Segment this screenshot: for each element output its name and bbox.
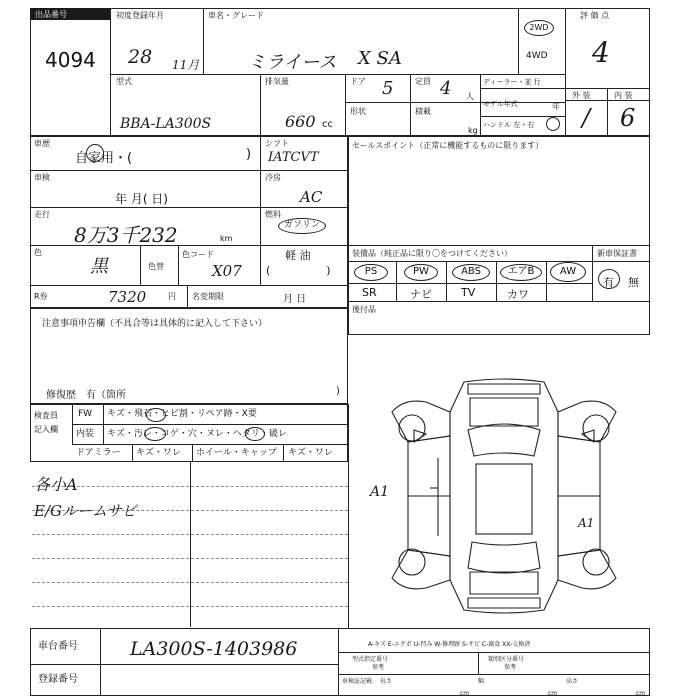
interior-wet-circle (245, 427, 265, 441)
history-label: 車歴 (34, 139, 50, 148)
inspection-value: 年 月( 日) (115, 192, 168, 206)
footer-block (30, 628, 650, 696)
note-line-1 (32, 486, 348, 487)
note-1: 各小A (34, 475, 78, 494)
class-sub: 参考 (504, 664, 517, 671)
color-col (140, 245, 141, 285)
recycle: 7320 (108, 288, 147, 306)
equip-pw: PW (404, 264, 438, 281)
recycle-unit: 円 (168, 292, 176, 301)
reg-divider (203, 8, 204, 74)
disp-divider (345, 74, 346, 136)
inspector-mirror: ドアミラー (76, 448, 121, 458)
aftermarket-label: 後付品 (352, 305, 376, 314)
handle-label: ハンドル 左・右 (483, 121, 535, 129)
mileage-unit: km (220, 234, 233, 243)
insurance-label: 新車保証書 (597, 249, 637, 258)
model-year-label: モデル年式 (483, 100, 518, 108)
cap-split (480, 74, 481, 136)
lot-number: 4094 (45, 48, 96, 72)
chassis-number: LA300S-1403986 (130, 638, 298, 660)
exterior-label: 外 装 (572, 91, 591, 100)
equip-ps: PS (354, 264, 388, 281)
insp-b1 (132, 444, 133, 462)
shape-label: 形状 (350, 107, 366, 116)
footer-right-row1 (338, 652, 650, 653)
equip-navi: ナビ (410, 288, 432, 301)
repair-label: 修復歴 有（箇所 (46, 390, 126, 401)
note-line-4 (32, 558, 348, 559)
color-code-label: 色コード (182, 250, 214, 259)
eq-c4 (546, 261, 547, 301)
diagram-mark-left: A1 (370, 484, 390, 500)
load-unit: kg (468, 126, 478, 135)
type-code: BBA-LA300S (120, 116, 212, 132)
insp-b3 (283, 444, 284, 462)
drive-4wd: 4WD (526, 51, 548, 61)
selling-block (348, 136, 650, 335)
mileage-label: 走行 (34, 210, 50, 219)
interior-label: 内 装 (614, 91, 633, 100)
color: 黒 (90, 256, 108, 277)
selling-points-label: セールスポイント（正常に機能するものに限ります） (352, 141, 544, 150)
insp-row1 (72, 424, 348, 425)
lot-label: 出品番号 (35, 10, 67, 19)
class-label: 類別区分番号 (488, 656, 525, 663)
height-label: 高さ (566, 678, 579, 685)
disp-split (345, 102, 565, 103)
equip-sr: SR (362, 286, 377, 299)
color-change-label: 色替 (148, 262, 164, 271)
inspection-label: 車検 (34, 173, 50, 182)
equip-aw: AW (550, 262, 586, 282)
note-line-5 (32, 582, 348, 583)
equip-row2 (348, 283, 592, 284)
history-value: 自家用・( (75, 151, 133, 166)
equip-airbag: エアB (500, 264, 542, 281)
inspector-fw-text: キズ・飛石・ヒビ割・リペア跡・X要 (107, 409, 257, 419)
length-label: 長さ (380, 678, 393, 685)
reg-year: 28 (128, 46, 153, 68)
diagram-mark-right: A1 (578, 516, 595, 530)
load-label: 積載 (415, 107, 431, 116)
colorcode-col (178, 245, 179, 285)
hist-row4 (30, 285, 348, 286)
note-line-6 (32, 606, 348, 607)
displacement: 660 (285, 112, 316, 131)
car-diagram (368, 372, 640, 620)
recycle-col (187, 285, 188, 308)
footer-right-mid (478, 652, 479, 674)
history-circle (86, 144, 104, 162)
width-label: 幅 (478, 678, 485, 685)
eq-c3 (496, 261, 497, 301)
equip-bottom (348, 301, 650, 302)
drive-2wd-circled: 2WD (524, 20, 554, 36)
ext-int-label-split (565, 100, 650, 101)
recycle-label: R券 (34, 292, 48, 301)
door-split (410, 74, 411, 136)
fuel-circled: ガソリン (278, 218, 326, 234)
footer-right-col (338, 628, 339, 696)
inspector-fw: FW (78, 409, 93, 419)
interior-score: 6 (620, 104, 636, 132)
inspector-interior-text: キズ・汚レ・コゲ・穴・ヌレ・ヘタリ・破レ (107, 429, 287, 439)
hist-row2 (30, 207, 348, 208)
capacity-label: 定員 (415, 77, 431, 86)
inspector-label-2: 記入欄 (34, 425, 58, 434)
capacity: 4 (440, 78, 452, 99)
score-divider (565, 8, 566, 136)
equip-top (348, 245, 650, 246)
eq-c2 (446, 261, 447, 301)
score-label: 評 価 点 (580, 11, 610, 20)
footer-right-row2 (338, 674, 650, 675)
repair-close: ) (336, 386, 340, 397)
cooler: AC (300, 188, 323, 206)
equipment-label: 装備品（純正品に限り〇をつけてください） (352, 249, 512, 258)
model-year-unit: 年 (552, 102, 560, 111)
equip-row1 (348, 261, 650, 262)
shift: IATCVT (268, 150, 319, 165)
insurance-yes-circle (598, 269, 620, 289)
equip-ins-col (592, 245, 593, 301)
note-line-3 (32, 534, 348, 535)
model-name: ミライース (248, 52, 337, 73)
equip-abs: ABS (452, 264, 490, 281)
equip-tv: TV (461, 286, 476, 299)
hist-col (260, 136, 261, 285)
name-change-label: 名変期限 (192, 292, 224, 301)
header-row-divider (110, 74, 565, 75)
dealer-label: ディーラー・並 行 (483, 78, 541, 86)
color-code: X07 (212, 262, 242, 280)
reg-date-label: 初度登録年月 (116, 11, 164, 20)
interior-stain-circle (144, 427, 166, 441)
note-2: E/Gルームサビ (34, 502, 137, 520)
doors-label: ドア (350, 77, 366, 86)
capacity-unit: 人 (466, 92, 474, 101)
drive-divider (518, 8, 519, 74)
shift-label: シフト (265, 139, 289, 148)
exterior-score: / (582, 104, 591, 132)
inspector-interior: 内装 (76, 429, 95, 439)
inspector-wheel: ホイール・キャップ (196, 448, 277, 458)
color-label: 色 (34, 248, 42, 257)
score-value: 4 (592, 36, 610, 69)
width-unit: cm (548, 690, 558, 697)
insp-b2 (192, 444, 193, 462)
type-cert-sub: 参考 (372, 664, 385, 671)
displacement-unit: cc (322, 119, 333, 130)
fuel-label: 燃料 (265, 210, 281, 219)
dealer-split (480, 88, 565, 89)
history-paren-close: ) (246, 147, 252, 162)
type-divider (260, 74, 261, 136)
fuel-light-oil: 軽 油 (285, 249, 311, 262)
reg-month: 11月 (172, 58, 200, 72)
height-unit: cm (636, 690, 646, 697)
model-grade-label: 車名・グレード (208, 11, 264, 20)
insurance-no: 無 (628, 276, 639, 289)
damage-legend: A-キズ E-エクボ U-凹み W-修理跡 S-サビ C-腐食 XX-交換済 (368, 641, 531, 648)
eq-c1 (396, 261, 397, 301)
declaration-label: 注意事項申告欄（不具合等は具体的に記入して下さい） (42, 319, 268, 329)
type-label: 型式 (116, 77, 132, 86)
ext-int-split (607, 88, 608, 136)
notes-right-divider (348, 404, 349, 628)
mileage: 8万3千232 (74, 223, 178, 247)
inspector-wheel-text: キズ・ワレ (288, 448, 333, 458)
footer-label-col (100, 628, 101, 696)
footer-mid (30, 664, 338, 665)
name-change-value: 月 日 (283, 294, 307, 305)
cooler-label: 冷房 (265, 173, 281, 182)
displacement-label: 排気量 (265, 77, 289, 86)
chassis-label: 車台番号 (38, 641, 78, 652)
inspector-label-1: 検査員 (34, 411, 58, 420)
insurance-yes: 有 (603, 276, 614, 289)
insp-row2 (72, 444, 348, 445)
lot-divider (110, 8, 111, 136)
body-dims-label: 車検証記載 (342, 678, 373, 685)
type-cert-label: 型式指定番号 (352, 656, 389, 663)
fw-chip-circle (146, 408, 166, 422)
fuel-paren: ( ) (266, 264, 331, 277)
registration-label: 登録番号 (38, 674, 78, 685)
grade: X SA (358, 48, 402, 69)
inspector-mirror-text: キズ・ワレ (136, 448, 181, 458)
handle-circle (546, 117, 560, 131)
doors: 5 (382, 78, 394, 99)
equip-leather: カワ (507, 288, 529, 301)
length-unit: cm (460, 690, 470, 697)
hist-row1 (30, 170, 348, 171)
